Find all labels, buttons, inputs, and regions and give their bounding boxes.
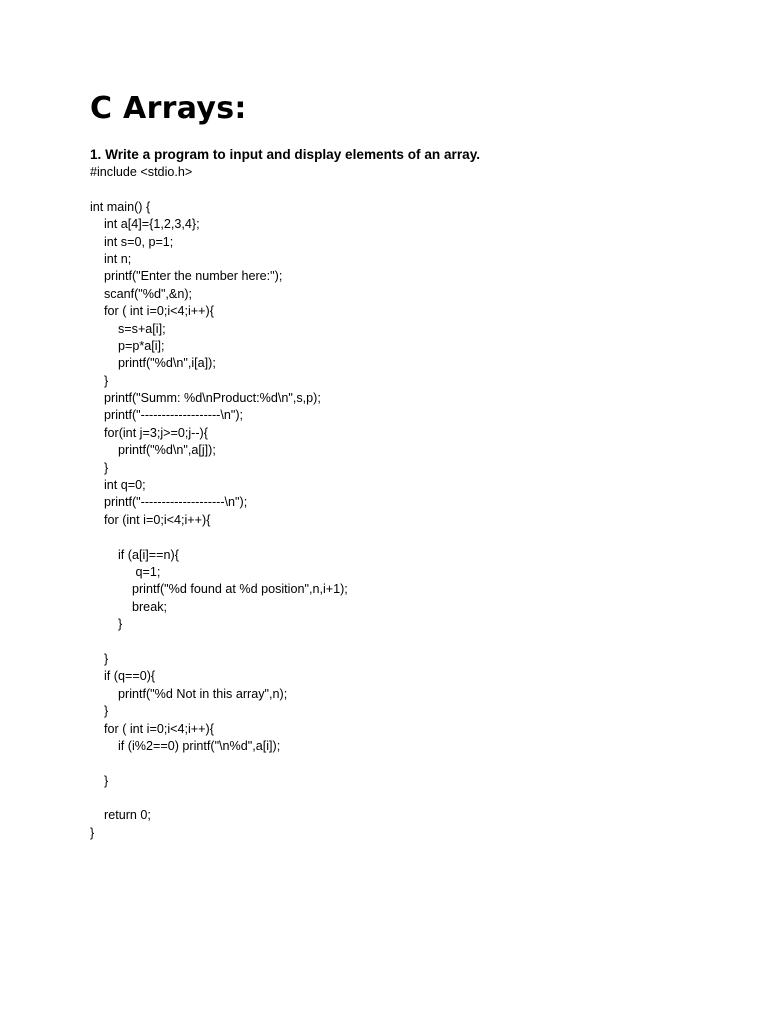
code-line — [90, 755, 348, 772]
code-line: p=p*a[i]; — [90, 338, 165, 353]
code-line: q=1; — [90, 564, 161, 579]
code-line: printf("%d found at %d position",n,i+1); — [90, 582, 348, 597]
code-line: printf("%d\n",a[j]); — [90, 443, 216, 458]
code-line: } — [90, 373, 109, 388]
code-line: if (i%2==0) printf("\n%d",a[i]); — [90, 738, 281, 753]
code-line: int s=0, p=1; — [90, 234, 174, 249]
code-block — [90, 164, 348, 842]
code-line: } — [90, 825, 95, 840]
code-line: int n; — [90, 251, 132, 266]
code-line: printf("-------------------\n"); — [90, 408, 244, 423]
code-line: printf("Summ: %d\nProduct:%d\n",s,p); — [90, 391, 321, 406]
code-line: for ( int i=0;i<4;i++){ — [90, 304, 214, 319]
code-line: } — [90, 617, 123, 632]
code-line — [90, 181, 348, 198]
code-line: for (int i=0;i<4;i++){ — [90, 512, 211, 527]
code-line: scanf("%d",&n); — [90, 286, 193, 301]
code-line: s=s+a[i]; — [90, 321, 166, 336]
code-line: printf("--------------------\n"); — [90, 495, 248, 510]
code-line: printf("Enter the number here:"); — [90, 269, 283, 284]
code-line: #include <stdio.h> — [90, 165, 193, 179]
code-line — [90, 634, 348, 651]
code-line: } — [90, 704, 109, 719]
code-line: } — [90, 773, 109, 788]
code-line: if (a[i]==n){ — [90, 547, 179, 562]
code-line — [90, 790, 348, 807]
question-heading: 1. Write a program to input and display elements of an array. — [90, 147, 481, 162]
code-line: for(int j=3;j>=0;j--){ — [90, 425, 208, 440]
page-title: C Arrays: — [90, 91, 247, 126]
code-line: } — [90, 460, 109, 475]
code-line — [90, 529, 348, 546]
code-line: break; — [90, 599, 167, 614]
code-line: int a[4]={1,2,3,4}; — [90, 217, 200, 232]
code-line: for ( int i=0;i<4;i++){ — [90, 721, 214, 736]
code-line: printf("%d\n",i[a]); — [90, 356, 216, 371]
code-line: if (q==0){ — [90, 669, 156, 684]
code-line: int main() { — [90, 199, 151, 214]
code-line: return 0; — [90, 808, 151, 823]
code-line: printf("%d Not in this array",n); — [90, 686, 288, 701]
code-line: } — [90, 651, 109, 666]
code-line: int q=0; — [90, 478, 146, 493]
